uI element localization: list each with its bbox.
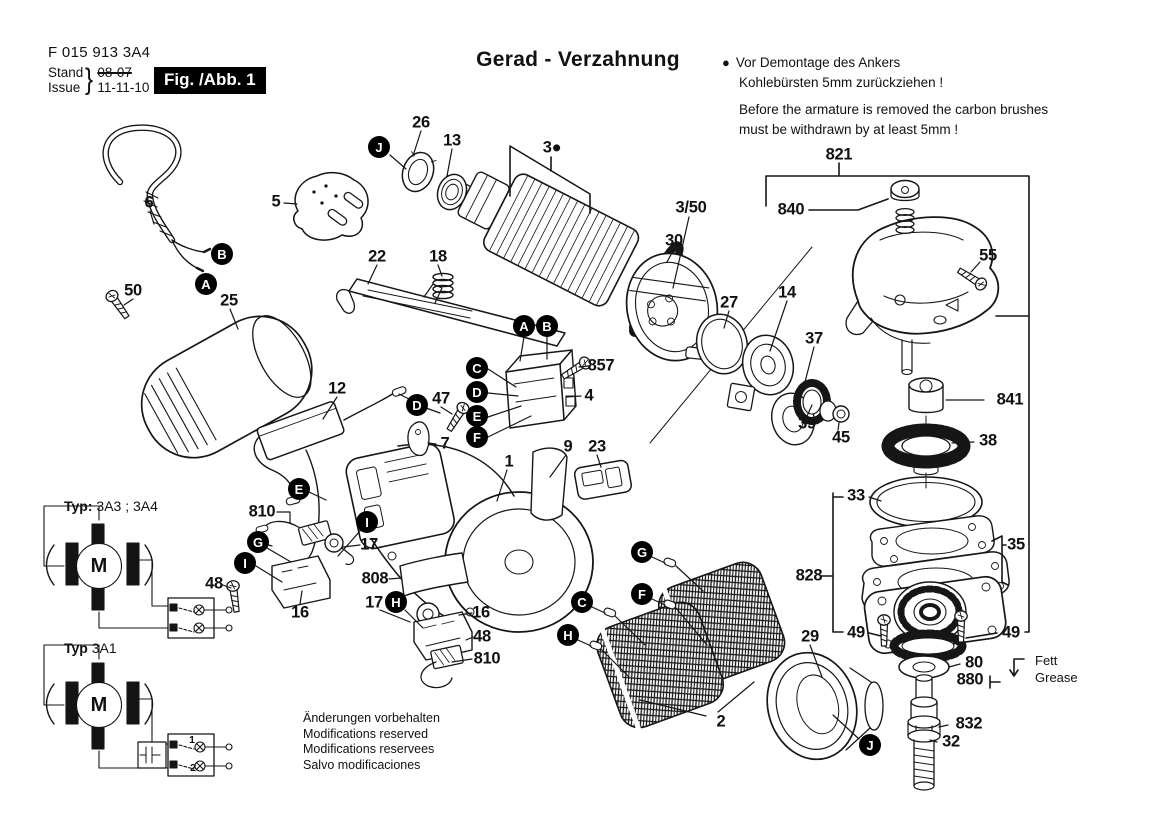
footer-line4: Salvo modificaciones	[303, 757, 421, 772]
part-label-30: 30	[665, 231, 683, 250]
grease-de: Fett	[1035, 653, 1058, 668]
part-label-35: 35	[1007, 535, 1025, 554]
part-label-3-50: 3/50	[675, 198, 707, 217]
brace-glyph: }	[85, 63, 94, 96]
bullet-icon: ●	[722, 55, 730, 70]
part-label-38: 38	[979, 431, 997, 450]
part-label-832: 832	[955, 714, 983, 733]
balloon-B: B	[211, 243, 233, 265]
spindle	[908, 675, 940, 790]
balloon-G: G	[631, 541, 653, 563]
page-title: Gerad - Verzahnung	[476, 48, 680, 71]
clamp-piece	[408, 422, 429, 456]
balloon-C: C	[571, 591, 593, 613]
footer-line3: Modifications reservees	[303, 742, 435, 756]
type1-bold: Typ:	[64, 498, 93, 514]
balloon-J: J	[368, 136, 390, 158]
balloon-H: H	[557, 624, 579, 646]
part-label-810: 810	[473, 649, 501, 668]
balloon-G: G	[247, 531, 269, 553]
part-label-14: 14	[778, 283, 796, 302]
part-label-2: 2	[716, 712, 726, 731]
part-label-13: 13	[443, 131, 461, 150]
type2-rest: 3A1	[87, 640, 117, 656]
circuit-3a3-3a4	[44, 506, 232, 638]
part-label-49: 49	[1002, 623, 1020, 642]
spindle-lock-button	[574, 459, 633, 500]
issue-date-block	[48, 63, 149, 97]
balloon-D: D	[406, 394, 428, 416]
balloon-A: A	[513, 315, 535, 337]
part-label-2: 2	[190, 762, 196, 774]
balloon-J: J	[859, 734, 881, 756]
brush-holder-left	[255, 520, 353, 608]
footer-line2: Modifications reserved	[303, 726, 429, 741]
circuit-3a1	[44, 645, 232, 776]
balloon-F: F	[631, 583, 653, 605]
part-label-M: M	[76, 543, 122, 589]
balloon-B: B	[536, 315, 558, 337]
part-label-45: 45	[832, 428, 850, 447]
part-label-16: 16	[291, 603, 309, 622]
part-label-17: 17	[365, 593, 383, 612]
part-label-3: 3●	[542, 138, 562, 157]
notice-en-line1: Before the armature is removed the carbon brushes	[739, 102, 1049, 117]
type2-bold: Typ	[64, 640, 88, 656]
part-label-808: 808	[361, 569, 389, 588]
balloon-I: I	[234, 552, 256, 574]
stand-label: Stand	[48, 65, 84, 80]
part-label-27: 27	[720, 293, 738, 312]
brush-holder-right	[414, 603, 472, 688]
bearing-and-ring	[397, 148, 471, 214]
switch	[506, 350, 576, 428]
part-label-6: 6	[144, 193, 154, 212]
part-label-7: 7	[440, 434, 450, 453]
part-label-55: 55	[979, 246, 997, 265]
balloon-D: D	[466, 381, 488, 403]
notice-en-line2: must be withdrawn by at least 5mm !	[739, 122, 959, 137]
part-label-841: 841	[996, 390, 1024, 409]
notice-de-line2: Kohlebürsten 5mm zurückziehen !	[739, 75, 944, 90]
issue-label: Issue	[48, 80, 81, 95]
part-label-49: 49	[847, 623, 865, 642]
part-label-22: 22	[368, 247, 386, 266]
date-old: 08-07	[97, 65, 132, 80]
part-label-12: 12	[328, 379, 346, 398]
figure-label: Fig. /Abb. 1	[154, 67, 266, 94]
balloon-H: H	[385, 591, 407, 613]
part-label-39: 39	[798, 414, 816, 433]
part-label-50: 50	[124, 281, 142, 300]
part-label-29: 29	[801, 627, 819, 646]
part-label-17: 17	[360, 535, 378, 554]
gear-housing	[846, 217, 998, 374]
part-label-33: 33	[847, 486, 865, 505]
part-label-37: 37	[805, 329, 823, 348]
power-plug	[294, 173, 368, 240]
part-label-840: 840	[777, 200, 805, 219]
part-label-23: 23	[588, 437, 606, 456]
part-label-1: 1	[189, 734, 195, 746]
part-label-26: 26	[412, 113, 430, 132]
balloon-F: F	[466, 426, 488, 448]
grease-note	[1035, 652, 1078, 686]
part-label-48: 48	[473, 627, 491, 646]
modifications-notice	[303, 711, 440, 773]
part-label-18: 18	[429, 247, 447, 266]
date-new: 11-11-10	[97, 80, 150, 95]
type-label-3a3-3a4	[64, 498, 158, 514]
notice-de-line1: Vor Demontage des Ankers	[735, 55, 901, 70]
part-label-48: 48	[205, 574, 223, 593]
handle-bracket	[337, 279, 565, 346]
part-label-16: 16	[472, 603, 490, 622]
part-label-821: 821	[825, 145, 853, 164]
armature-notice	[722, 53, 1057, 140]
part-label-32: 32	[942, 732, 960, 751]
part-label-880: 880	[956, 670, 984, 689]
balloon-E: E	[466, 405, 488, 427]
balloon-I: I	[356, 511, 378, 533]
part-label-1: 1	[504, 452, 514, 471]
part-label-47: 47	[432, 389, 450, 408]
part-label-4: 4	[584, 386, 594, 405]
balloon-A: A	[195, 273, 217, 295]
part-label-857: 857	[587, 356, 615, 375]
spindle-collar	[909, 378, 943, 413]
spring	[433, 273, 453, 298]
field-coils	[589, 557, 790, 734]
part-label-828: 828	[795, 566, 823, 585]
part-label-9: 9	[563, 437, 573, 456]
part-label-25: 25	[220, 291, 238, 310]
part-label-5: 5	[271, 192, 281, 211]
part-label-80: 80	[965, 653, 983, 672]
brush-cover	[531, 448, 567, 520]
bevel-gear	[888, 425, 964, 475]
type-label-3a1	[64, 640, 117, 656]
balloon-C: C	[466, 357, 488, 379]
grease-en: Grease	[1035, 670, 1078, 685]
balloon-E: E	[288, 478, 310, 500]
part-label-810: 810	[248, 502, 276, 521]
power-cord	[106, 128, 210, 271]
part-number: F 015 913 3A4	[48, 44, 151, 61]
spindle-small-parts	[690, 309, 849, 449]
part-label-M: M	[76, 682, 122, 728]
type1-rest: 3A3 ; 3A4	[92, 498, 158, 514]
footer-line1: Änderungen vorbehalten	[303, 711, 440, 725]
